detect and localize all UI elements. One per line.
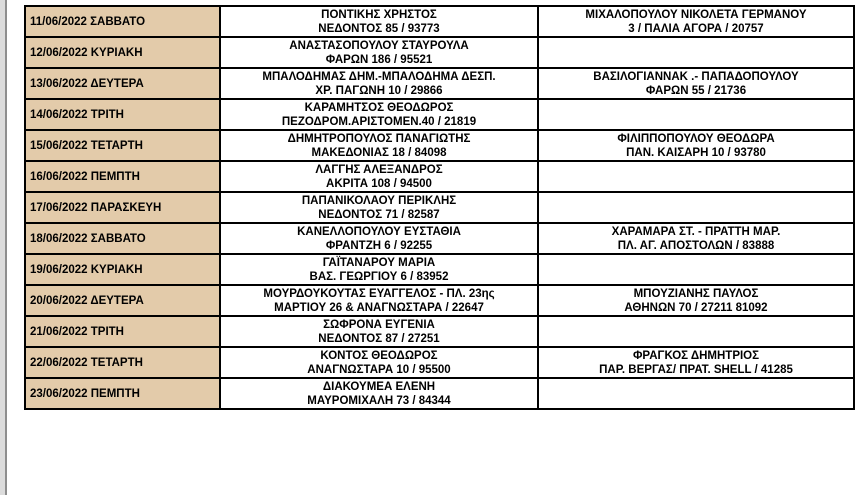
pharmacy-name: ΑΝΑΣΤΑΣΟΠΟΥΛΟΥ ΣΤΑΥΡΟΥΛΑ [289,39,469,52]
pharmacy-name: ΠΟΝΤΙΚΗΣ ΧΡΗΣΤΟΣ [321,8,437,21]
pharmacy-name: ΓΑΪΤΑΝΑΡΟΥ ΜΑΡΙΑ [322,256,436,269]
date-cell: 17/06/2022 ΠΑΡΑΣΚΕΥΗ [25,192,220,223]
pharmacy-cell [220,347,538,378]
pharmacy-name: ΣΩΦΡΟΝΑ ΕΥΓΕΝΙΑ [323,318,435,331]
second-pharmacy-name: ΜΠΟΥΖΙΑΝΗΣ ΠΑΥΛΟΣ [633,287,759,300]
table-row [25,378,854,409]
second-pharmacy-cell [538,192,854,223]
pharmacy-cell [220,192,538,223]
left-edge-line [5,0,7,495]
pharmacy-name: ΚΟΝΤΟΣ ΘΕΟΔΩΡΟΣ [320,349,438,362]
second-pharmacy-cell [538,37,854,68]
pharmacy-address: ΒΑΣ. ΓΕΩΡΓΙΟΥ 6 / 83952 [309,270,449,283]
date-cell: 21/06/2022 ΤΡΙΤΗ [25,316,220,347]
pharmacy-cell [220,254,538,285]
date-cell: 19/06/2022 ΚΥΡΙΑΚΗ [25,254,220,285]
table-row [25,68,854,99]
pharmacy-address: ΜΑΚΕΔΟΝΙΑΣ 18 / 84098 [311,146,447,159]
table-row [25,99,854,130]
pharmacy-address: ΦΡΑΝΤΖΗ 6 / 92255 [325,239,433,252]
second-pharmacy-address: ΦΑΡΩΝ 55 / 21736 [645,84,747,97]
pharmacy-name: ΛΑΓΓΗΣ ΑΛΕΞΑΝΔΡΟΣ [315,163,443,176]
pharmacy-name: ΚΑΡΑΜΗΤΣΟΣ ΘΕΟΔΩΡΟΣ [304,101,454,114]
table-row [25,254,854,285]
date-cell: 11/06/2022 ΣΑΒΒΑΤΟ [25,6,220,37]
pharmacy-cell [220,285,538,316]
pharmacy-cell [220,223,538,254]
pharmacy-address: ΝΕΔΟΝΤΟΣ 85 / 93773 [318,22,440,35]
pharmacy-address: ΝΕΔΟΝΤΟΣ 87 / 27251 [318,332,440,345]
pharmacy-cell [220,6,538,37]
second-pharmacy-address: 3 / ΠΑΛΙΑ ΑΓΟΡΑ / 20757 [628,22,764,35]
second-pharmacy-address: ΠΛ. ΑΓ. ΑΠΟΣΤΟΛΩΝ / 83888 [617,239,775,252]
pharmacy-cell [220,99,538,130]
second-pharmacy-cell [538,161,854,192]
table-row [25,6,854,37]
pharmacy-name: ΜΠΑΛΟΔΗΜΑΣ ΔΗΜ.-ΜΠΑΛΟΔΗΜΑ ΔΕΣΠ. [262,70,496,83]
pharmacy-address: ΦΑΡΩΝ 186 / 95521 [325,53,433,66]
pharmacy-address: ΧΡ. ΠΑΓΩΝΗ 10 / 29866 [315,84,443,97]
second-pharmacy-name: ΒΑΣΙΛΟΓΙΑΝΝΑΚ .- ΠΑΠΑΔΟΠΟΥΛΟΥ [593,70,799,83]
date-cell: 14/06/2022 ΤΡΙΤΗ [25,99,220,130]
table-row [25,37,854,68]
pharmacy-cell [220,161,538,192]
second-pharmacy-cell [538,130,854,161]
date-cell: 23/06/2022 ΠΕΜΠΤΗ [25,378,220,409]
second-pharmacy-cell [538,6,854,37]
pharmacy-address: ΠΕΖΟΔΡΟΜ.ΑΡΙΣΤΟΜΕΝ.40 / 21819 [281,115,477,128]
pharmacy-cell [220,378,538,409]
table-row [25,285,854,316]
pharmacy-duty-table [24,5,855,410]
second-pharmacy-cell [538,68,854,99]
pharmacy-cell [220,68,538,99]
second-pharmacy-cell [538,223,854,254]
pharmacy-address: ΑΚΡΙΤΑ 108 / 94500 [326,177,432,190]
pharmacy-address: ΜΑΥΡΟΜΙΧΑΛΗ 73 / 84344 [307,394,451,407]
table-row [25,316,854,347]
second-pharmacy-cell [538,347,854,378]
date-cell: 20/06/2022 ΔΕΥΤΕΡΑ [25,285,220,316]
second-pharmacy-cell [538,285,854,316]
table-body [25,6,854,409]
date-cell: 18/06/2022 ΣΑΒΒΑΤΟ [25,223,220,254]
pharmacy-address: ΜΑΡΤΙΟΥ 26 & ΑΝΑΓΝΩΣΤΑΡΑ / 22647 [274,301,484,314]
date-cell: 22/06/2022 ΤΕΤΑΡΤΗ [25,347,220,378]
second-pharmacy-address: ΠΑΡ. ΒΕΡΓΑΣ/ ΠΡΑΤ. SHELL / 41285 [599,363,793,376]
second-pharmacy-name: ΧΑΡΑΜΑΡΑ ΣΤ. - ΠΡΑΤΤΗ ΜΑΡ. [611,225,781,238]
table-row [25,223,854,254]
pharmacy-cell [220,37,538,68]
pharmacy-name: ΚΑΝΕΛΛΟΠΟΥΛΟΥ ΕΥΣΤΑΘΙΑ [297,225,461,238]
table-row [25,161,854,192]
pharmacy-cell [220,316,538,347]
table-row [25,192,854,223]
second-pharmacy-cell [538,99,854,130]
pharmacy-address: ΑΝΑΓΝΩΣΤΑΡΑ 10 / 95500 [307,363,451,376]
second-pharmacy-cell [538,254,854,285]
date-cell: 13/06/2022 ΔΕΥΤΕΡΑ [25,68,220,99]
second-pharmacy-cell [538,316,854,347]
pharmacy-name: ΔΙΑΚΟΥΜΕΑ ΕΛΕΝΗ [322,380,436,393]
pharmacy-cell [220,130,538,161]
pharmacy-name: ΔΗΜΗΤΡΟΠΟΥΛΟΣ ΠΑΝΑΓΙΩΤΗΣ [287,132,471,145]
pharmacy-address: ΝΕΔΟΝΤΟΣ 71 / 82587 [318,208,440,221]
second-pharmacy-cell [538,378,854,409]
second-pharmacy-name: ΦΙΛΙΠΠΟΠΟΥΛΟΥ ΘΕΟΔΩΡΑ [617,132,775,145]
date-cell: 16/06/2022 ΠΕΜΠΤΗ [25,161,220,192]
date-cell: 12/06/2022 ΚΥΡΙΑΚΗ [25,37,220,68]
pharmacy-name: ΠΑΠΑΝΙΚΟΛΑΟΥ ΠΕΡΙΚΛΗΣ [301,194,457,207]
second-pharmacy-address: ΠΑΝ. ΚΑΙΣΑΡΗ 10 / 93780 [626,146,766,159]
table-row [25,347,854,378]
second-pharmacy-name: ΜΙΧΑΛΟΠΟΥΛΟΥ ΝΙΚΟΛΕΤΑ ΓΕΡΜΑΝΟΥ [585,8,807,21]
second-pharmacy-name: ΦΡΑΓΚΟΣ ΔΗΜΗΤΡΙΟΣ [632,349,760,362]
pharmacy-name: ΜΟΥΡΔΟΥΚΟΥΤΑΣ ΕΥΑΓΓΕΛΟΣ - ΠΛ. 23ης [263,287,495,300]
second-pharmacy-address: ΑΘΗΝΩΝ 70 / 27211 81092 [624,301,768,314]
date-cell: 15/06/2022 ΤΕΤΑΡΤΗ [25,130,220,161]
table-row [25,130,854,161]
